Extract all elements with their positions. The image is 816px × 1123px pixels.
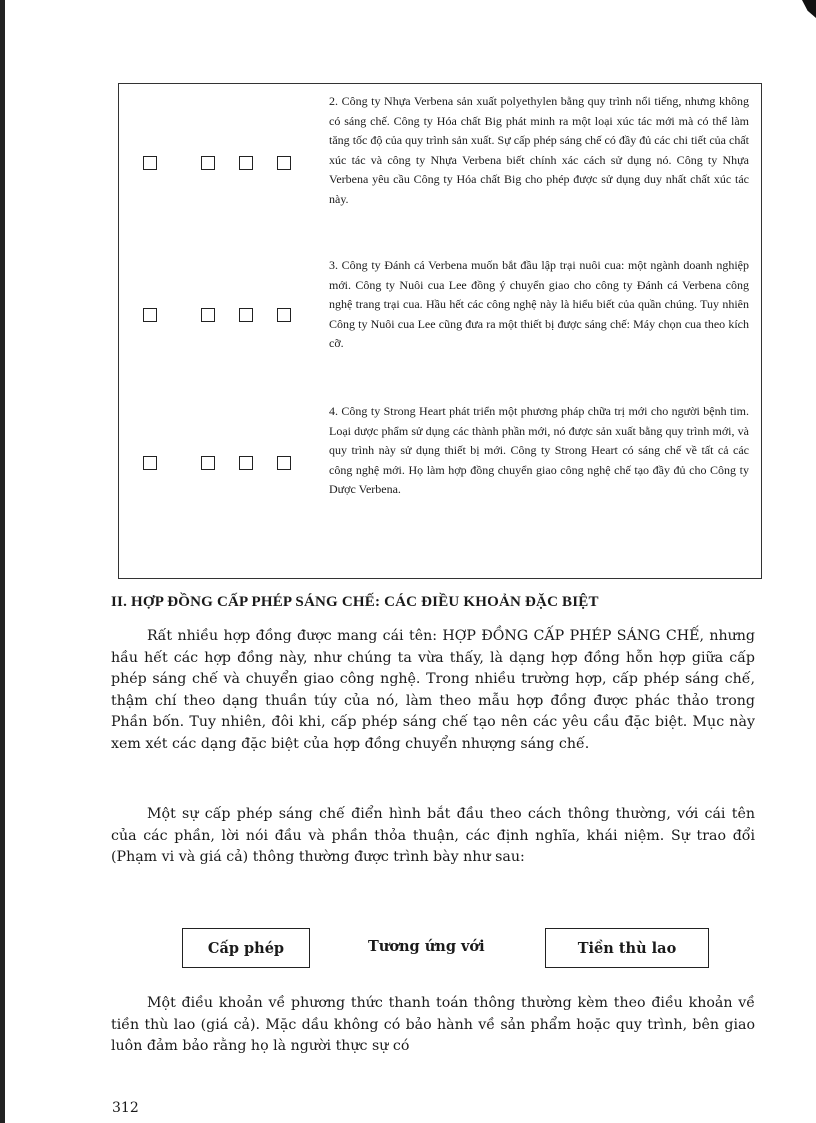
checkbox[interactable]: [143, 308, 157, 322]
checkbox[interactable]: [277, 308, 291, 322]
paragraph: Một điều khoản về phương thức thanh toán thông thường kèm theo điều khoản về tiền thù lao (giá cả). Mặc dầu không có bảo hành về sản phẩm hoặc quy trình, bên giao luôn đảm bảo rằng họ là người thực sự có: [111, 995, 755, 1055]
exercise-text: 4. Công ty Strong Heart phát triển một phương pháp chữa trị mới cho người bệnh tim. Loại dược phẩm sử dụng các thành phần mới, nó được sản xuất bằng quy trình mới, và quy trình này sử dụng thiết bị mới. Công ty Strong Heart có sáng chế về tất cả các công nghệ mới. Họ làm hợp đồng chuyển giao công nghệ chế tạo đầy đủ cho Công ty Dược Verbena.: [329, 404, 749, 497]
checkbox[interactable]: [201, 156, 215, 170]
scan-edge: [0, 0, 5, 1123]
paragraph: Một sự cấp phép sáng chế điển hình bắt đầu theo cách thông thường, với cái tên của các phần, lời nói đầu và phần thỏa thuận, các định nghĩa, khái niệm. Sự trao đổi (Phạm vi và giá cả) thông thường được trình bày như sau:: [111, 806, 755, 866]
section-heading: II. HỢP ĐỒNG CẤP PHÉP SÁNG CHẾ: CÁC ĐIỀU KHOẢN ĐẶC BIỆT: [111, 594, 599, 610]
scan-corner-mark: [802, 0, 816, 18]
correspondence-label: Tương ứng với: [368, 938, 485, 955]
fee-label: Tiền thù lao: [577, 939, 677, 957]
license-box: [182, 928, 310, 968]
checkbox[interactable]: [277, 456, 291, 470]
checkbox[interactable]: [201, 308, 215, 322]
paragraph: Rất nhiều hợp đồng được mang cái tên: HỢP ĐỒNG CẤP PHÉP SÁNG CHẾ, nhưng hầu hết các hợp đồng này, như chúng ta vừa thấy, là dạng hợp đồng hỗn hợp giữa cấp phép sáng chế và chuyển giao công nghệ. Trong nhiều trường hợp, cấp phép sáng chế, thậm chí theo dạng thuần túy của nó, làm theo mẫu hợp đồng được phác thảo trong Phần bốn. Tuy nhiên, đôi khi, cấp phép sáng chế tạo nên các yêu cầu đặc biệt. Mục này xem xét các dạng đặc biệt của hợp đồng chuyển nhượng sáng chế.: [111, 628, 755, 752]
checkbox[interactable]: [143, 456, 157, 470]
exercise-text: 3. Công ty Đánh cá Verbena muốn bắt đầu lập trại nuôi cua: một ngành doanh nghiệp mới. Công ty Nuôi cua Lee đồng ý chuyển giao cho công ty Đánh cá Verbena công nghệ trang trại cua. Hầu hết các công nghệ này là hiểu biết của quần chúng. Tuy nhiên Công ty Nuôi cua Lee cũng đưa ra một thiết bị được sáng chế: Máy chọn cua theo kích cỡ.: [329, 258, 749, 351]
checkbox[interactable]: [143, 156, 157, 170]
checkbox[interactable]: [201, 456, 215, 470]
fee-box: [545, 928, 709, 968]
page-number: 312: [112, 1100, 139, 1116]
checkbox[interactable]: [239, 308, 253, 322]
exercise-box: [118, 83, 762, 579]
license-label: Cấp phép: [207, 939, 285, 957]
checkbox[interactable]: [239, 456, 253, 470]
checkbox[interactable]: [239, 156, 253, 170]
exercise-text: 2. Công ty Nhựa Verbena sản xuất polyethylen bằng quy trình nổi tiếng, nhưng không có sáng chế. Công ty Hóa chất Big phát minh ra một loại xúc tác mới mà có thể làm tăng tốc độ của quy trình sản xuất. Sự cấp phép sáng chế có đầy đủ các chi tiết của chất xúc tác và công ty Nhựa Verbena biết chính xác cách sử dụng nó. Công ty Nhựa Verbena yêu cầu Công ty Hóa chất Big cho phép được sử dụng duy nhất chất xúc tác này.: [329, 94, 749, 206]
checkbox[interactable]: [277, 156, 291, 170]
